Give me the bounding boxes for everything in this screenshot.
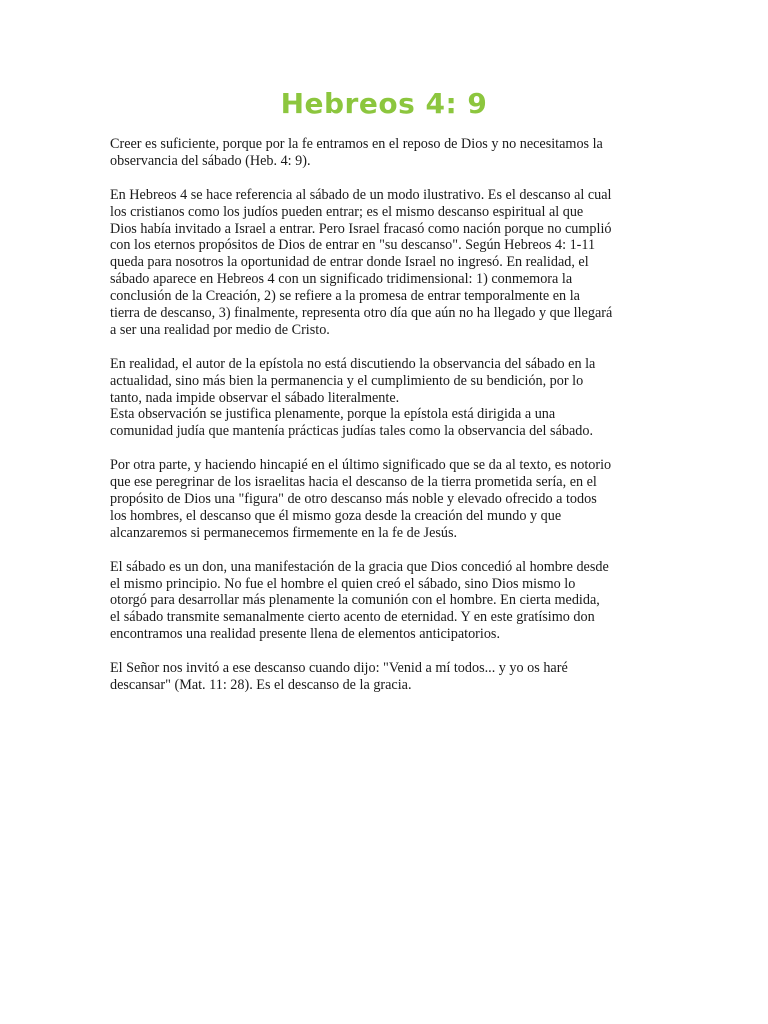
paragraph-line: En realidad, el autor de la epístola no está discutiendo la observancia del sábado en la [110, 355, 596, 372]
paragraph-line: conclusión de la Creación, 2) se refiere a la promesa de entrar temporalmente en la [110, 288, 580, 305]
paragraph-line: los cristianos como los judíos pueden entrar; es el mismo descanso espiritual al que [110, 203, 584, 220]
paragraph-line: observancia del sábado (Heb. 4: 9). [110, 152, 311, 169]
paragraph-line: El sábado es un don, una manifestación de la gracia que Dios concedió al hombre desde [110, 558, 609, 575]
paragraph-line: descansar" (Mat. 11: 28). Es el descanso de la gracia. [110, 676, 412, 693]
paragraph-line: El Señor nos invitó a ese descanso cuando dijo: "Venid a mí todos... y yo os haré [110, 660, 568, 677]
paragraph-line: a ser una realidad por medio de Cristo. [110, 321, 330, 338]
paragraph-line: En Hebreos 4 se hace referencia al sábado de un modo ilustrativo. Es el descanso al cual [110, 186, 612, 203]
paragraph [110, 660, 658, 694]
document-title: Hebreos 4: 9 [280, 87, 488, 120]
paragraph-line: tierra de descanso, 3) finalmente, representa otro día que aún no ha llegado y que llegará [110, 305, 613, 322]
paragraph-line: los hombres, el descanso que él mismo goza desde la creación del mundo y que [110, 507, 562, 524]
document-body [110, 136, 658, 694]
paragraph-line: Creer es suficiente, porque por la fe entramos en el reposo de Dios y no necesitamos la [110, 136, 603, 152]
paragraph-line: que ese peregrinar de los israelitas hacia el descanso de la tierra prometida sería, en el [110, 474, 597, 491]
paragraph-line: Por otra parte, y haciendo hincapié en el último significado que se da al texto, es notorio [110, 457, 612, 474]
paragraph-line: otorgó para desarrollar más plenamente la comunión con el hombre. En cierta medida, [110, 592, 600, 609]
paragraph-line: el mismo principio. No fue el hombre el quien creó el sábado, sino Dios mismo lo [110, 575, 576, 592]
paragraph [110, 457, 658, 542]
paragraph-line: tanto, nada impide observar el sábado literalmente. [110, 389, 400, 406]
paragraph-line: Esta observación se justifica plenamente, porque la epístola está dirigida a una [110, 406, 556, 423]
paragraph-line: comunidad judía que mantenía prácticas judías tales como la observancia del sábado. [110, 423, 593, 440]
paragraph-line: con los eternos propósitos de Dios de entrar en "su descanso". Según Hebreos 4: 1-11 [110, 237, 596, 254]
paragraph-line: Dios había invitado a Israel a entrar. Pero Israel fracasó como nación porque no cumplió [110, 220, 612, 237]
paragraph [110, 356, 658, 441]
paragraph-line: encontramos una realidad presente llena de elementos anticipatorios. [110, 626, 501, 643]
document-page [110, 86, 658, 711]
paragraph [110, 136, 658, 170]
paragraph-line: actualidad, sino más bien la permanencia y el cumplimiento de su bendición, por lo [110, 372, 584, 389]
paragraph [110, 559, 658, 644]
paragraph-line: propósito de Dios una "figura" de otro descanso más noble y elevado ofrecido a todos [110, 490, 597, 507]
paragraph [110, 187, 658, 339]
paragraph-line: alcanzaremos si permanecemos firmemente en la fe de Jesús. [110, 524, 458, 541]
paragraph-line: sábado aparece en Hebreos 4 con un significado tridimensional: 1) conmemora la [110, 271, 573, 288]
paragraph-line: queda para nosotros la oportunidad de entrar donde Israel no ingresó. En realidad, el [110, 254, 589, 271]
paragraph-line: el sábado transmite semanalmente cierto acento de eternidad. Y en este gratísimo don [110, 609, 595, 626]
